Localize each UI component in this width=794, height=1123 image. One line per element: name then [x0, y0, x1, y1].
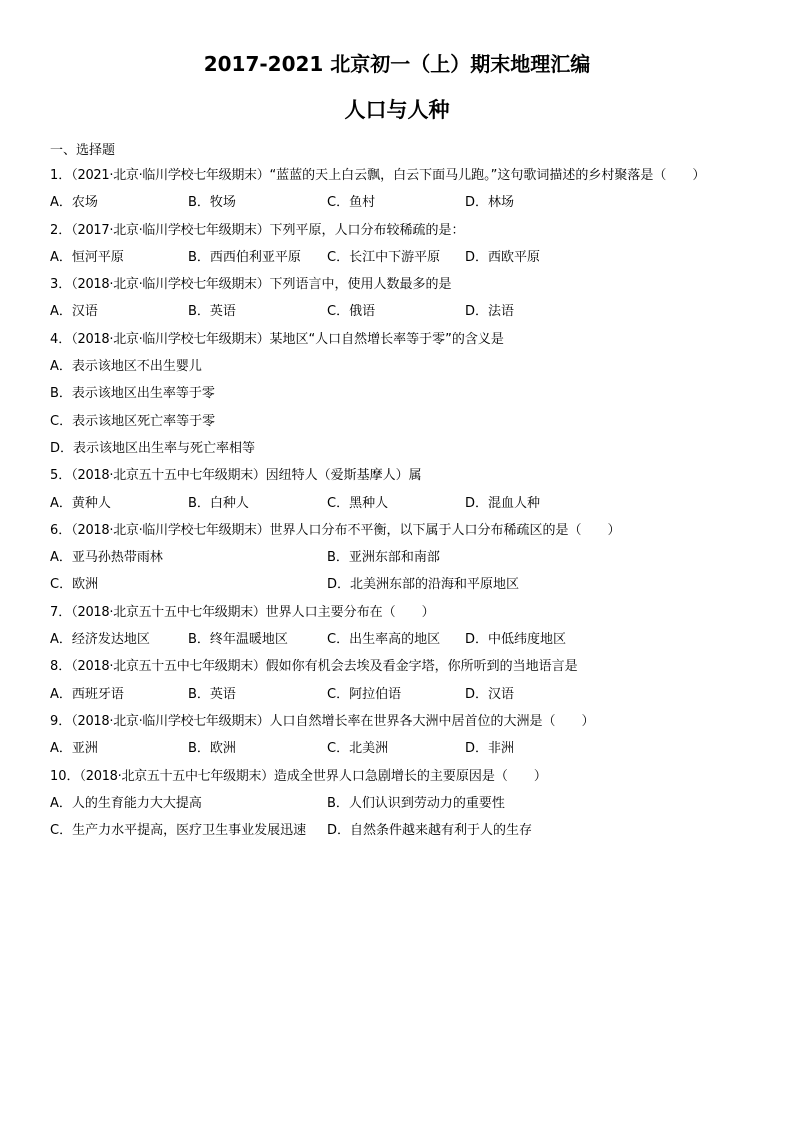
answer-option: A．恒河平原	[50, 249, 124, 265]
question-number: 6．	[50, 522, 72, 538]
answer-option: D．西欧平原	[465, 249, 541, 265]
question-number: 8．	[50, 659, 72, 675]
options-row	[50, 626, 750, 653]
question-source: （2018·北京五十五中七年级期末）	[71, 659, 266, 675]
options-row	[50, 244, 750, 271]
question-number: 9．	[50, 713, 72, 729]
answer-option: B．西西伯利亚平原	[188, 249, 301, 265]
answer-option: C．生产力水平提高，医疗卫生事业发展迅速	[50, 823, 307, 839]
question-source: （2018·北京·临川学校七年级期末）	[71, 331, 270, 347]
question-stem	[50, 517, 750, 544]
answer-option: B．终年温暖地区	[188, 632, 288, 648]
answer-option: D．混血人种	[465, 495, 541, 511]
section-heading: 一、选择题	[50, 143, 116, 158]
question-stem	[50, 599, 750, 626]
answer-option: A．汉语	[50, 304, 98, 320]
answer-option: D．中低纬度地区	[465, 632, 567, 648]
answer-option: A．人的生育能力大大提高	[50, 795, 202, 811]
options-row	[50, 735, 750, 762]
answer-option: D．法语	[465, 304, 515, 320]
question-number: 3．	[50, 277, 72, 293]
answer-option: B．英语	[188, 686, 236, 702]
answer-option: A．农场	[50, 195, 98, 211]
question-stem	[50, 462, 750, 489]
question-source: （2017·北京·临川学校七年级期末）	[71, 222, 270, 238]
question-source: （2018·北京五十五中七年级期末）	[71, 604, 266, 620]
answer-option: C．出生率高的地区	[327, 632, 441, 648]
answer-option: A．亚马孙热带雨林	[50, 550, 163, 566]
answer-option: B．表示该地区出生率等于零	[50, 386, 215, 402]
answer-option: D．林场	[465, 195, 515, 211]
question-text: 人口自然增长率在世界各大洲中居首位的大洲是（ ）	[269, 713, 595, 729]
question-text: “蓝蓝的天上白云飘，白云下面马儿跑。”这句歌词描述的乡村聚落是（ ）	[269, 168, 706, 183]
question-source: （2018·北京五十五中七年级期末）	[71, 468, 266, 484]
answer-option: B．欧洲	[188, 741, 236, 757]
answer-option: D．表示该地区出生率与死亡率相等	[50, 440, 256, 456]
answer-option: B．亚洲东部和南部	[327, 550, 440, 566]
question-text: 假如你有机会去埃及看金字塔，你所听到的当地语言是	[265, 659, 578, 675]
options-row	[50, 353, 750, 380]
question-text: 某地区“人口自然增长率等于零”的含义是	[269, 331, 504, 347]
question-list	[50, 140, 750, 844]
question-text: 下列语言中，使用人数最多的是	[269, 277, 452, 293]
answer-option: C．长江中下游平原	[327, 249, 441, 265]
answer-option: C．阿拉伯语	[327, 686, 402, 702]
question-number: 4．	[50, 331, 72, 347]
options-row	[50, 681, 750, 708]
answer-option: A．黄种人	[50, 495, 111, 511]
options-row	[50, 380, 750, 407]
answer-option: D．自然条件越来越有利于人的生存	[327, 823, 533, 839]
answer-option: C．表示该地区死亡率等于零	[50, 413, 216, 429]
questions-container	[50, 162, 750, 844]
options-row	[50, 790, 750, 817]
question-source: （2018·北京·临川学校七年级期末）	[71, 522, 270, 538]
answer-option: D．非洲	[465, 741, 515, 757]
answer-option: D．汉语	[465, 686, 515, 702]
answer-option: C．北美洲	[327, 741, 389, 757]
question-stem	[50, 708, 750, 735]
question-source: （2018·北京·临川学校七年级期末）	[71, 277, 270, 293]
document-title: 2017-2021 北京初一（上）期末地理汇编	[203, 52, 591, 76]
answer-option: B．白种人	[188, 495, 249, 511]
answer-option: A．表示该地区不出生婴儿	[50, 359, 202, 375]
question-source: （2021·北京·临川学校七年级期末）	[71, 168, 270, 183]
question-number: 2．	[50, 222, 72, 238]
answer-option: A．亚洲	[50, 741, 98, 757]
options-row	[50, 571, 750, 598]
answer-option: A．西班牙语	[50, 686, 124, 702]
question-source: （2018·北京五十五中七年级期末）	[79, 768, 274, 784]
question-text: 下列平原，人口分布较稀疏的是：	[269, 222, 465, 238]
answer-option: B．英语	[188, 304, 236, 320]
answer-option: C．黑种人	[327, 495, 389, 511]
question-stem	[50, 162, 750, 189]
question-number: 7．	[50, 604, 72, 620]
answer-option: B．人们认识到劳动力的重要性	[327, 795, 505, 811]
question-stem	[50, 271, 750, 298]
question-number: 10．	[50, 768, 80, 784]
options-row	[50, 435, 750, 462]
options-row	[50, 408, 750, 435]
question-text: 因纽特人（爱斯基摩人）属	[265, 468, 422, 484]
answer-option: D．北美洲东部的沿海和平原地区	[327, 577, 520, 593]
answer-option: B．牧场	[188, 195, 236, 211]
options-row	[50, 189, 750, 216]
answer-option: C．鱼村	[327, 195, 376, 211]
question-text: 造成全世界人口急剧增长的主要原因是（ ）	[273, 768, 547, 784]
question-stem	[50, 653, 750, 680]
question-stem	[50, 763, 750, 790]
answer-option: C．俄语	[327, 304, 376, 320]
question-stem	[50, 217, 750, 244]
options-row	[50, 490, 750, 517]
answer-option: C．欧洲	[50, 577, 99, 593]
document-subtitle: 人口与人种	[344, 98, 450, 122]
answer-option: A．经济发达地区	[50, 632, 150, 648]
question-source: （2018·北京·临川学校七年级期末）	[71, 713, 270, 729]
question-number: 1．	[50, 168, 72, 183]
options-row	[50, 298, 750, 325]
question-text: 世界人口分布不平衡，以下属于人口分布稀疏区的是（ ）	[269, 522, 621, 538]
question-stem	[50, 326, 750, 353]
question-text: 世界人口主要分布在（ ）	[265, 604, 435, 620]
options-row	[50, 817, 750, 844]
options-row	[50, 544, 750, 571]
question-number: 5．	[50, 468, 72, 484]
